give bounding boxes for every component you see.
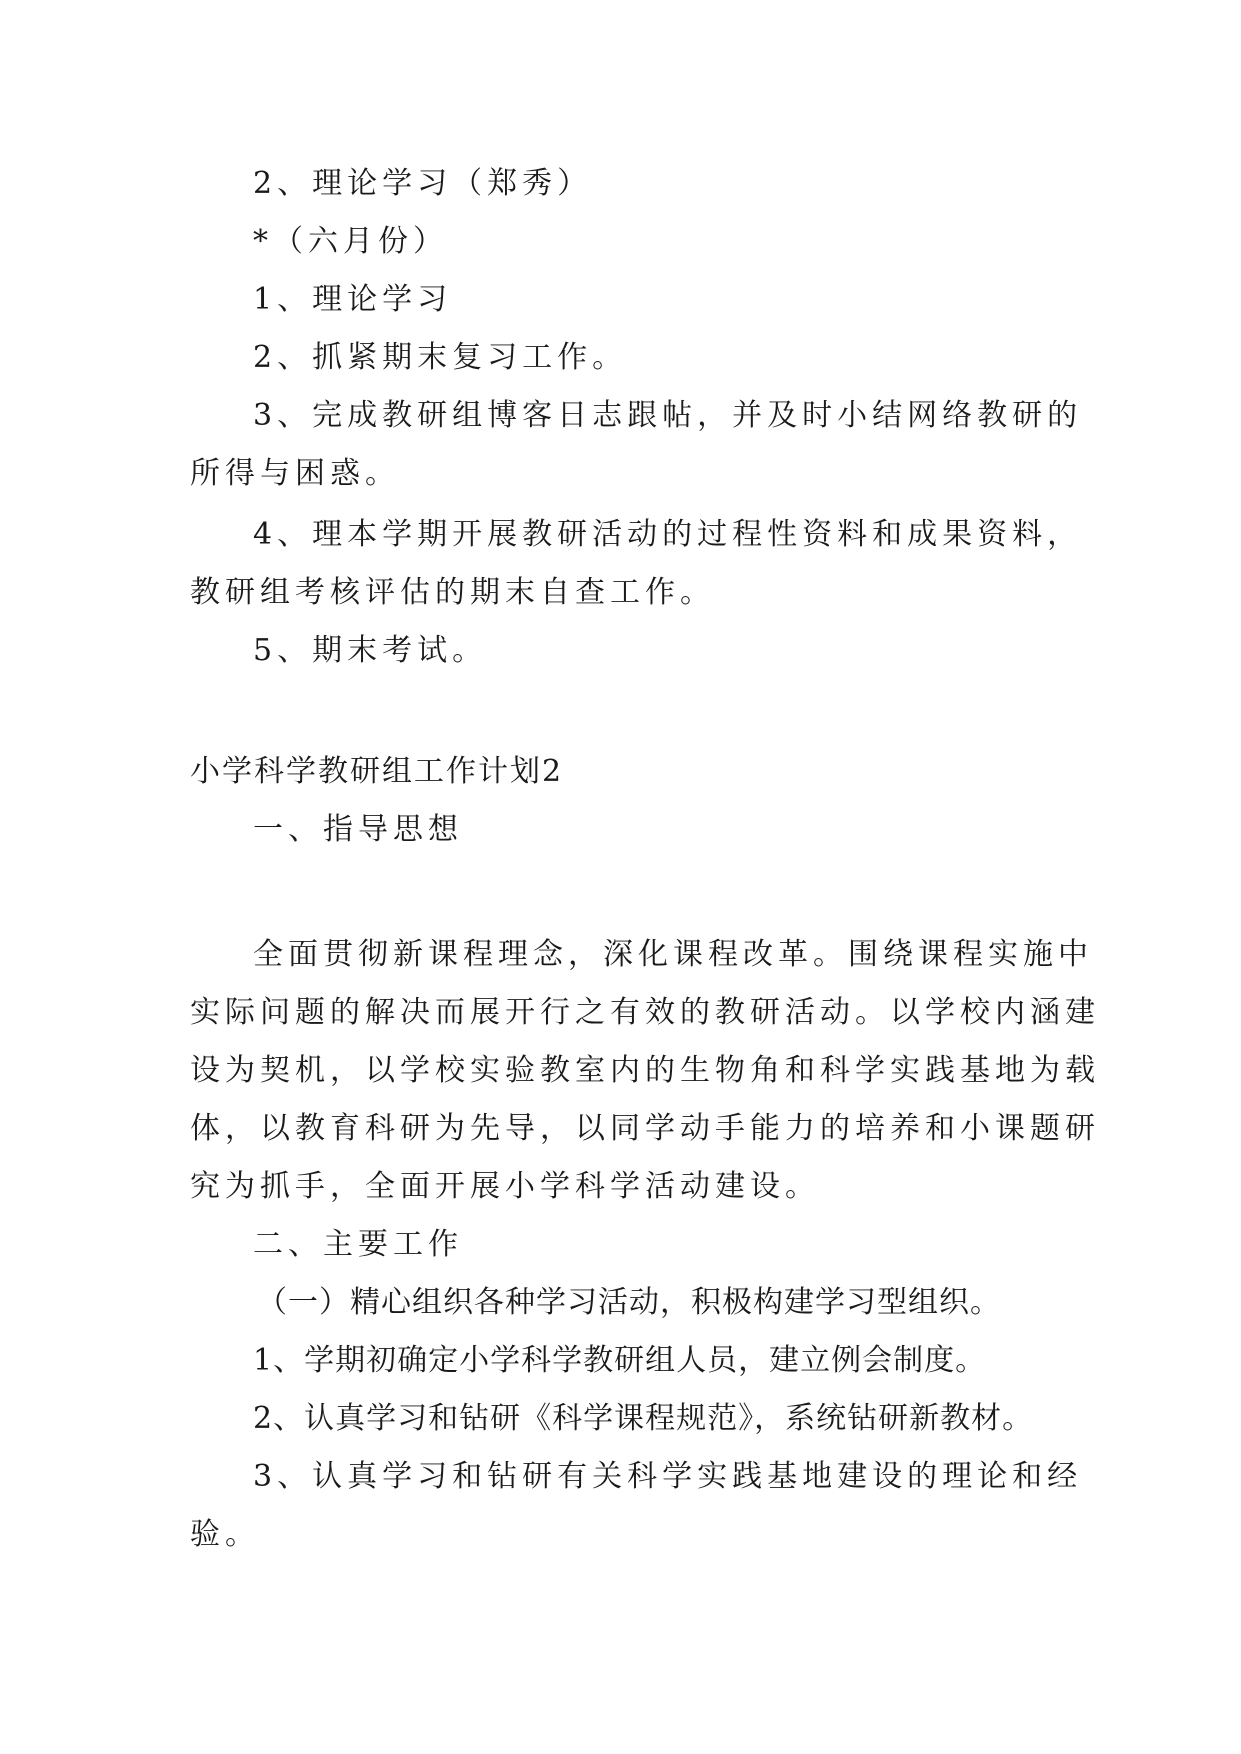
text-line: 2、理论学习（郑秀） <box>253 166 593 201</box>
text-line: 所得与困惑。 <box>190 456 400 491</box>
text-line: 2、抓紧期末复习工作。 <box>253 340 628 375</box>
text-line: 1、理论学习 <box>253 282 453 317</box>
text-line: 设为契机，以学校实验教室内的生物角和科学实践基地为载 <box>190 1053 1100 1088</box>
text-line: 教研组考核评估的期末自查工作。 <box>190 575 715 610</box>
text-line: 验。 <box>190 1517 260 1552</box>
text-line: 全面贯彻新课程理念，深化课程改革。围绕课程实施中 <box>253 937 1093 972</box>
text-line: 5、期末考试。 <box>253 633 488 668</box>
text-line: 4、理本学期开展教研活动的过程性资料和成果资料， <box>253 517 1083 552</box>
text-line: 2、认真学习和钻研《科学课程规范》，系统钻研新教材。 <box>253 1401 1034 1436</box>
text-line: （一）精心组织各种学习活动，积极构建学习型组织。 <box>257 1285 1001 1320</box>
section-heading: 二、主要工作 <box>253 1227 463 1262</box>
section-heading: 一、指导思想 <box>253 812 463 847</box>
text-line: 究为抓手，全面开展小学科学活动建设。 <box>190 1169 820 1204</box>
text-line: *（六月份） <box>253 224 448 259</box>
text-line: 1、学期初确定小学科学教研组人员，建立例会制度。 <box>253 1343 987 1378</box>
section-title: 小学科学教研组工作计划2 <box>190 754 564 789</box>
text-line: 3、完成教研组博客日志跟帖，并及时小结网络教研的 <box>253 398 1083 433</box>
text-line: 实际问题的解决而展开行之有效的教研活动。以学校内涵建 <box>190 995 1100 1030</box>
text-line: 体，以教育科研为先导，以同学动手能力的培养和小课题研 <box>190 1111 1100 1146</box>
text-line: 3、认真学习和钻研有关科学实践基地建设的理论和经 <box>253 1459 1083 1494</box>
